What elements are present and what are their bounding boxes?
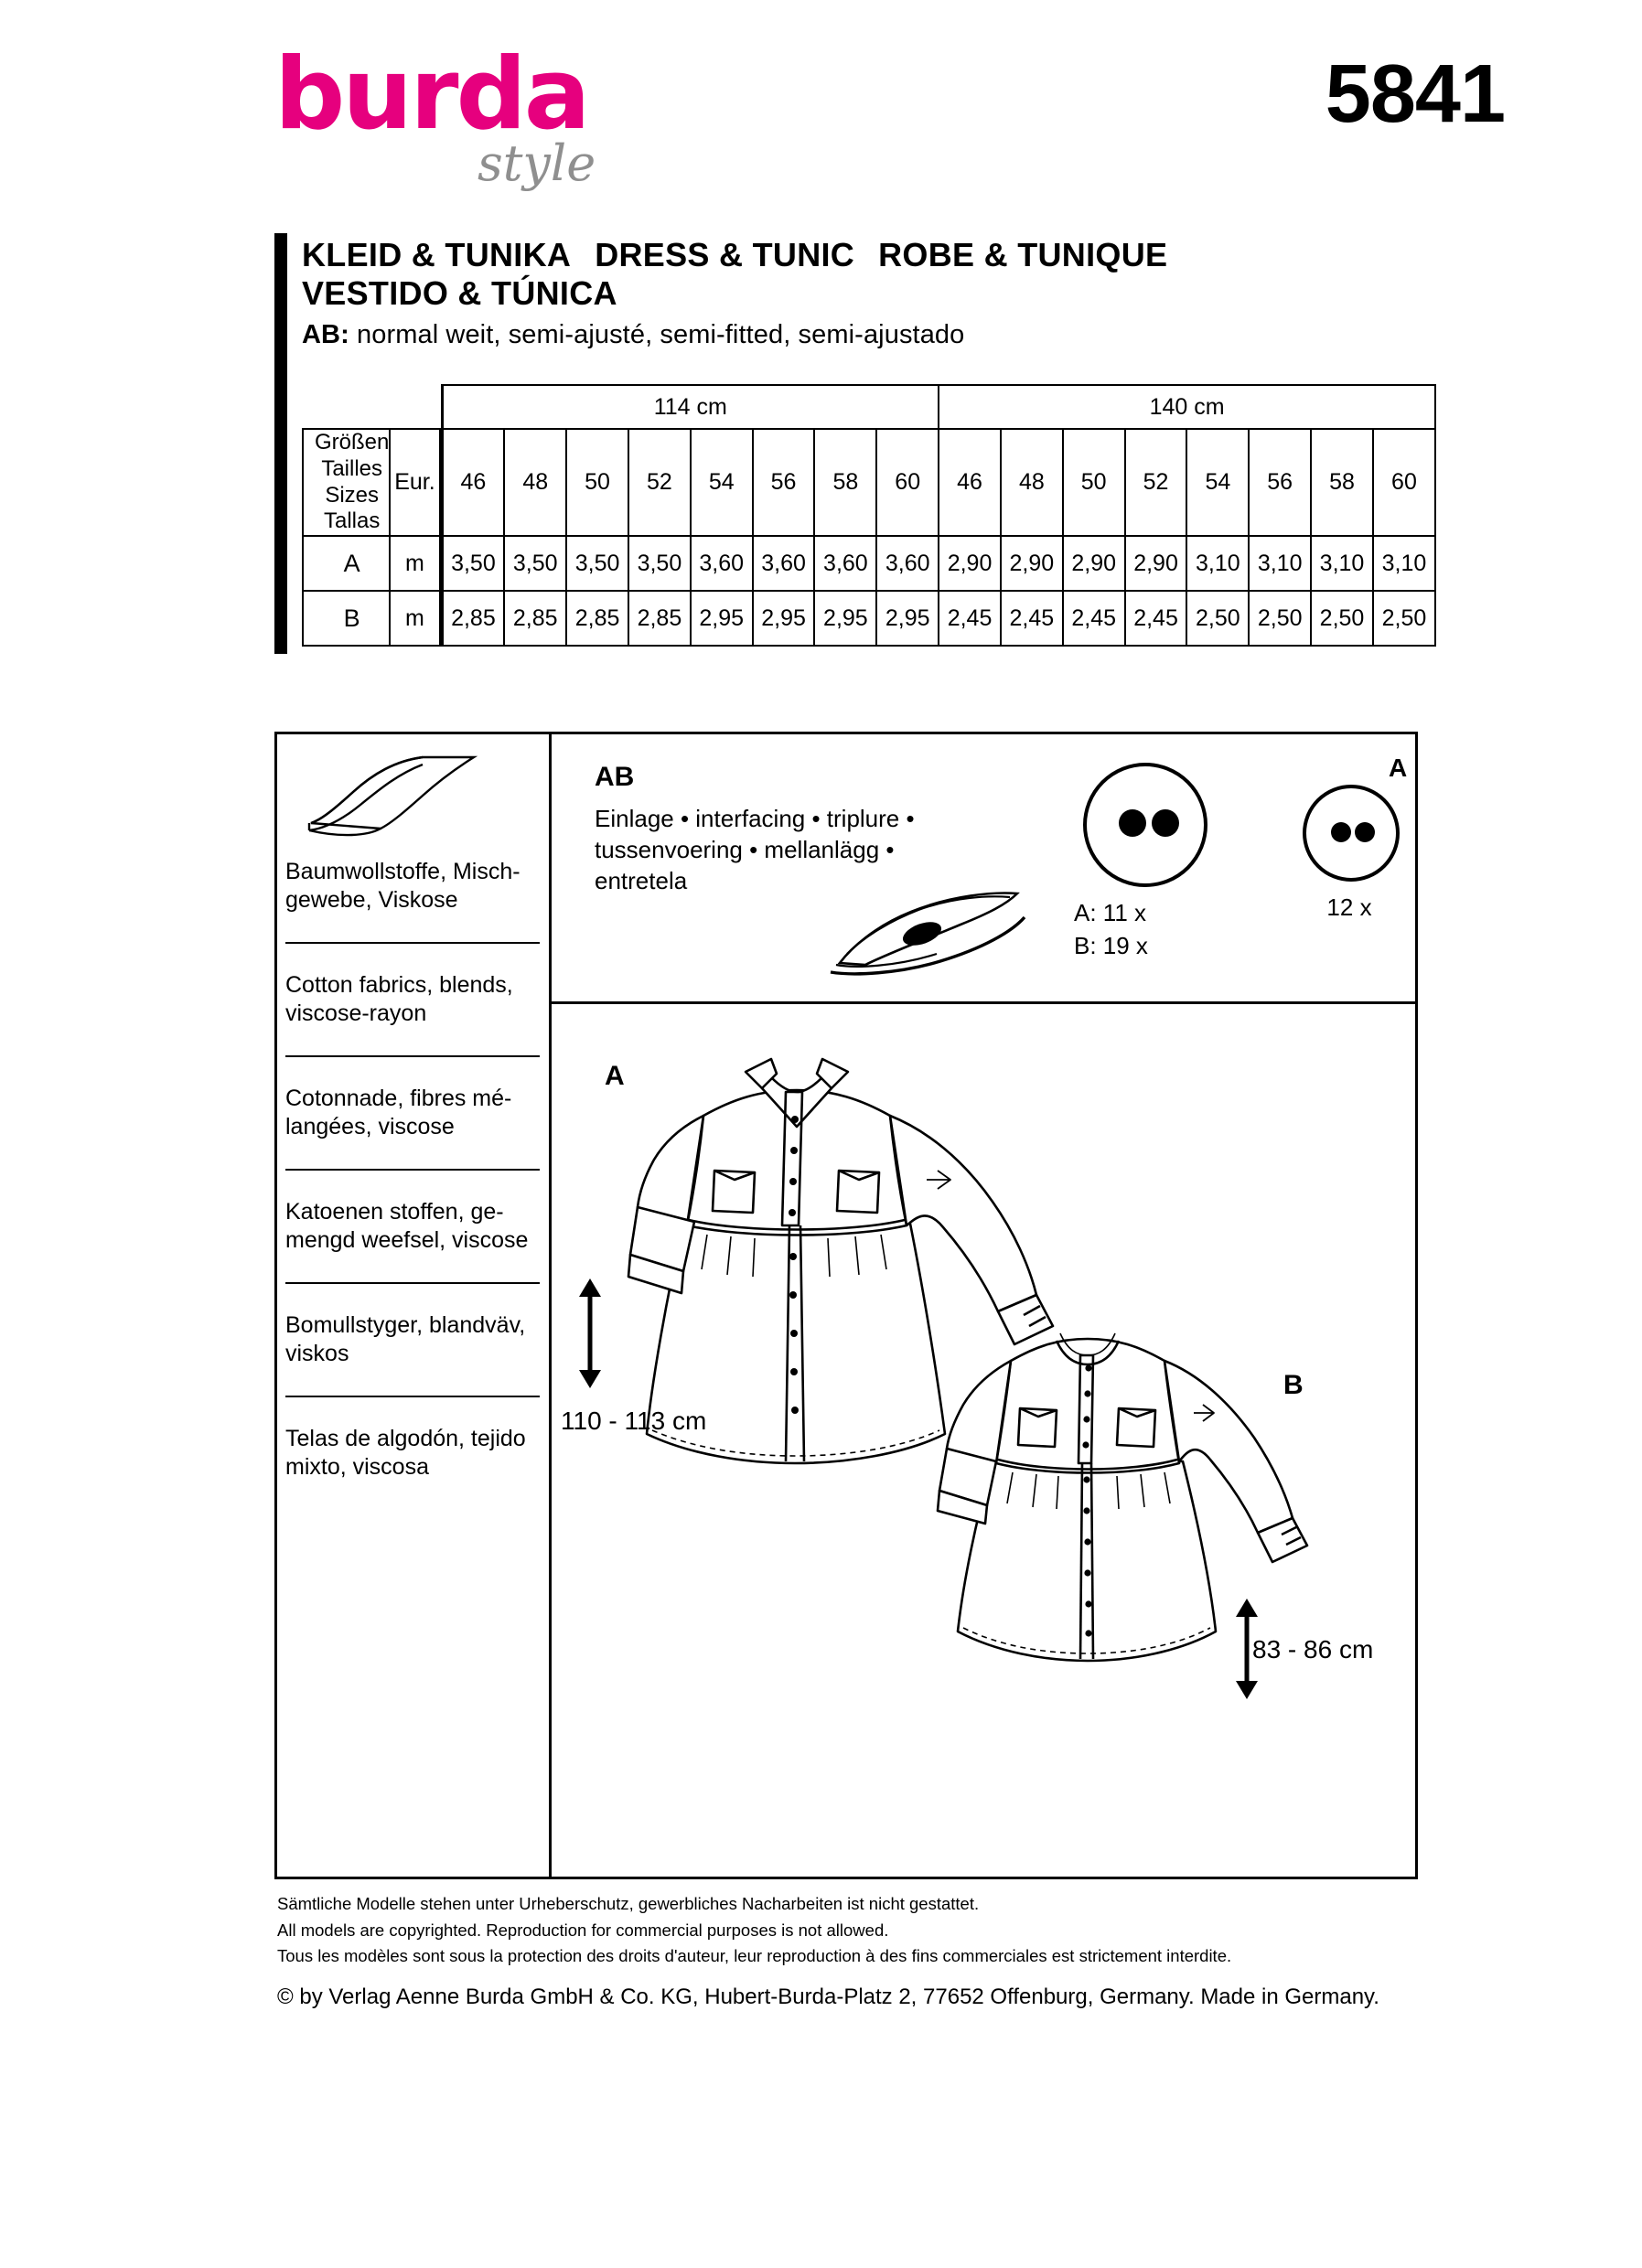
size-114-7: 58 [814,429,876,536]
fit-text: normal weit, semi-ajusté, semi-fitted, semi-ajustado [357,319,965,349]
view-b-letter: B [1283,1370,1304,1400]
title-accent-bar [274,233,287,654]
brand-name: burda [274,37,588,152]
fabric-text-fr-2: langées, viscose [285,1114,455,1139]
a-140-2: 2,90 [1001,536,1063,591]
a-114-8: 3,60 [876,536,939,591]
title-en: DRESS & TUNIC [595,236,855,273]
size-140-6: 56 [1249,429,1311,536]
buttons-small-count: 12 x [1326,893,1372,921]
iron-interfacing-icon [823,873,1034,983]
size-114-1: 46 [442,429,504,536]
size-140-4: 52 [1125,429,1187,536]
a-114-5: 3,60 [691,536,753,591]
title-es: VESTIDO & TÚNICA [302,273,617,312]
b-140-8: 2,50 [1373,591,1435,646]
view-letter-a: A [303,536,390,591]
unit-b: m [390,591,439,646]
a-140-5: 3,10 [1186,536,1249,591]
b-140-6: 2,50 [1249,591,1311,646]
size-140-1: 46 [939,429,1001,536]
b-114-3: 2,85 [566,591,628,646]
fabric-width-140: 140 cm [939,385,1435,429]
fabric-text-sv-1: Bomullstyger, blandväv, [285,1312,526,1338]
a-114-1: 3,50 [442,536,504,591]
size-header-en: Sizes Tallas [324,482,381,534]
footer-line-fr: Tous les modèles sont sous la protection des droits d'auteur, leur reproduction à des fins commerciales est strictement interdite. [277,1946,1232,1966]
burda-style-logo [274,37,695,192]
view-a-letter: A [605,1061,625,1091]
divider [285,1169,540,1171]
notions-views-label: AB [595,762,635,792]
b-140-5: 2,50 [1186,591,1249,646]
size-114-2: 48 [504,429,566,536]
view-letter-b: B [303,591,390,646]
button-large-group [1068,761,1279,980]
length-arrow-a-icon [572,1278,608,1388]
buttons-small-view-letter: A [1389,754,1408,782]
table-row-sizes [303,429,1435,536]
fabric-text-sv-2: viskos [285,1341,349,1366]
a-140-8: 3,10 [1373,536,1435,591]
fabric-item [285,1198,540,1255]
size-140-3: 50 [1063,429,1125,536]
fabric-text-es-2: mixto, viscosa [285,1454,429,1480]
fabric-item [285,971,540,1028]
fabric-text-nl-1: Katoenen stoffen, ge- [285,1199,504,1225]
fit-views-label: AB: [302,319,349,349]
size-140-8: 60 [1373,429,1435,536]
size-114-5: 54 [691,429,753,536]
a-140-1: 2,90 [939,536,1001,591]
fit-description [302,320,1400,350]
a-114-6: 3,60 [753,536,815,591]
a-114-4: 3,50 [628,536,691,591]
button-small-group [1281,754,1445,971]
size-114-3: 50 [566,429,628,536]
b-114-2: 2,85 [504,591,566,646]
b-114-5: 2,95 [691,591,753,646]
fabric-recommendations [285,743,542,1867]
footer-line-en: All models are copyrighted. Reproduction for commercial purposes is not allowed. [277,1920,889,1940]
fabric-item [285,858,540,915]
size-header-de: Größen Tailles [315,430,390,481]
length-a-label: 110 - 113 cm [561,1407,707,1435]
brand-subname: style [478,134,596,192]
size-114-4: 52 [628,429,691,536]
a-140-7: 3,10 [1311,536,1373,591]
b-114-6: 2,95 [753,591,815,646]
size-114-8: 60 [876,429,939,536]
footer-copyright: © by Verlag Aenne Burda GmbH & Co. KG, Hubert-Burda-Platz 2, 77652 Offenburg, Germany. Made in Germany. [277,1984,1379,2010]
fabric-text-de-1: Baumwollstoffe, Misch- [285,859,521,884]
size-114-6: 56 [753,429,815,536]
fabric-text-en-1: Cotton fabrics, blends, [285,972,513,998]
b-140-3: 2,45 [1063,591,1125,646]
fabric-swatch-icon [304,752,487,843]
unit-a: m [390,536,439,591]
fabric-text-fr-1: Cotonnade, fibres mé- [285,1086,512,1111]
interfacing-line-1: Einlage • interfacing • triplure • [595,805,915,832]
size-140-2: 48 [1001,429,1063,536]
buttons-b-count: B: 19 x [1074,931,1148,959]
a-140-6: 3,10 [1249,536,1311,591]
yardage-table [302,384,1436,647]
fabric-item [285,1425,540,1482]
size-header [303,429,390,536]
a-114-2: 3,50 [504,536,566,591]
fabric-text-nl-2: mengd weefsel, viscose [285,1227,529,1253]
fabric-text-de-2: gewebe, Viskose [285,887,458,913]
a-140-3: 2,90 [1063,536,1125,591]
b-114-4: 2,85 [628,591,691,646]
b-140-4: 2,45 [1125,591,1187,646]
title-line-1 [302,236,1400,274]
b-114-1: 2,85 [442,591,504,646]
b-140-7: 2,50 [1311,591,1373,646]
fabric-item [285,1085,540,1141]
size-140-7: 58 [1311,429,1373,536]
interfacing-line-3: entretela [595,866,688,894]
garment-illustrations [552,1004,1418,1868]
table-row-widths [303,385,1435,429]
eur-label: Eur. [390,429,439,536]
a-114-3: 3,50 [566,536,628,591]
divider [285,1396,540,1397]
a-114-7: 3,60 [814,536,876,591]
fabric-width-114: 114 cm [442,385,939,429]
b-140-2: 2,45 [1001,591,1063,646]
footer-legal [277,1891,1421,2014]
size-140-5: 54 [1186,429,1249,536]
fabric-item [285,1311,540,1368]
table-row [303,591,1435,646]
interfacing-line-2: tussenvoering • mellanlägg • [595,835,895,863]
divider [285,1282,540,1284]
divider [285,942,540,944]
title-fr: ROBE & TUNIQUE [878,236,1168,273]
buttons-a-count: A: 11 x [1074,899,1147,926]
footer-line-de: Sämtliche Modelle stehen unter Urheberschutz, gewerbliches Nacharbeiten ist nicht gestattet. [277,1894,980,1913]
length-b-label: 83 - 86 cm [1252,1635,1374,1664]
b-114-7: 2,95 [814,591,876,646]
title-block [302,236,1400,350]
table-row [303,536,1435,591]
fabric-text-es-1: Telas de algodón, tejido [285,1426,526,1451]
title-de: KLEID & TUNIKA [302,236,572,273]
divider [285,1055,540,1057]
fabric-text-en-2: viscose-rayon [285,1000,427,1026]
b-114-8: 2,95 [876,591,939,646]
a-140-4: 2,90 [1125,536,1187,591]
pattern-number: 5841 [1325,48,1505,140]
b-140-1: 2,45 [939,591,1001,646]
